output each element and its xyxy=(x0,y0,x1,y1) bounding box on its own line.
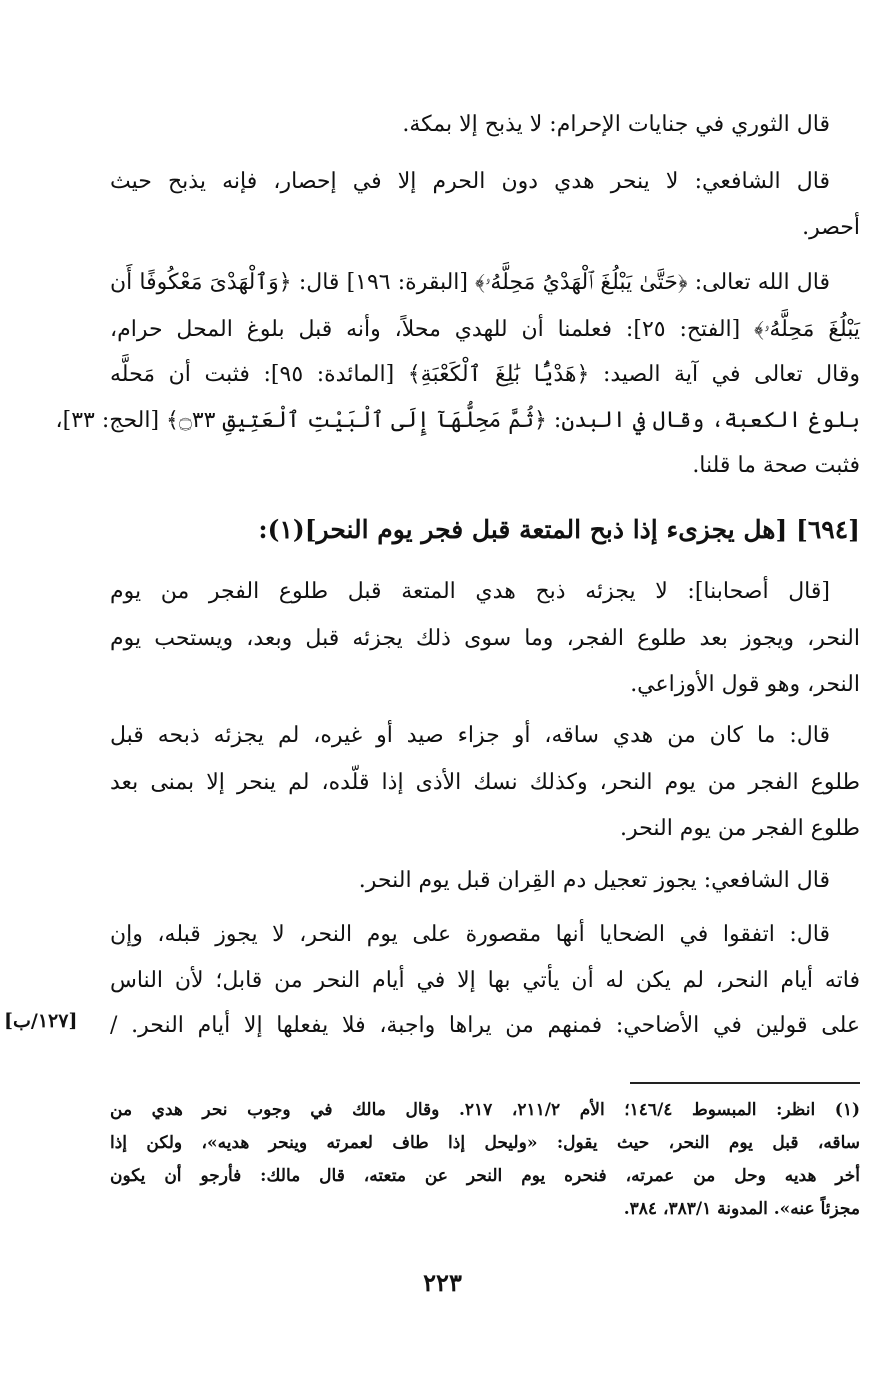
body-line: فثبت صحة ما قلنا. xyxy=(692,453,860,478)
body-line: قال: اتفقوا في الضحايا أنها مقصورة على يوم النحر، لا يجوز قبله، وإن xyxy=(110,922,830,947)
body-line: على قولين في الأضاحي: فمنهم من يراها واجبة، فلا يفعلها إلا أيام النحر. / xyxy=(110,1013,860,1038)
body-line: طلوع الفجر من يوم النحر. xyxy=(620,816,860,841)
body-line: قال الشافعي: لا ينحر هدي دون الحرم إلا في إحصار، فإنه يذبح حيث xyxy=(110,169,830,194)
footnote-line: ساقه، قبل يوم النحر، حيث يقول: «وليحل إذا طاف لعمرته وينحر هديه»، ولكن إذا xyxy=(110,1133,860,1153)
page-number: ٢٢٣ xyxy=(423,1268,462,1297)
body-line: يَبْلُغَ مَحِلَّهُۥ﴾ [الفتح: ٢٥]: فعلمنا أن للهدي محلاً، وأنه قبل بلوغ المحل حرام، xyxy=(110,317,861,342)
body-line: قال الله تعالى: ﴿حَتَّىٰ يَبْلُغَ ٱلْهَدْيُ مَحِلَّهُۥ﴾ [البقرة: ١٩٦] قال: ﴿وَٱلْهَدْىَ مَعْكُوفًا أَن xyxy=(110,270,830,295)
body-line: قال الشافعي: يجوز تعجيل دم القِران قبل يوم النحر. xyxy=(358,868,830,893)
footnote-line: مجزئاً عنه». المدونة ٣٨٣/١، ٣٨٤. xyxy=(623,1199,860,1219)
body-line: النحر، ويجوز بعد طلوع الفجر، وما سوى ذلك يجزئه قبل وبعد، ويستحب يوم xyxy=(110,626,860,651)
footnote-separator xyxy=(630,1082,860,1084)
footnote-line: أخر هديه وحل من عمرته، فنحره يوم النحر عن متعته، قال مالك: فأرجو أن يكون xyxy=(110,1166,860,1186)
body-line: أحصر. xyxy=(802,215,860,240)
body-line: النحر، وهو قول الأوزاعي. xyxy=(630,672,860,697)
body-line: قال الثوري في جنايات الإحرام: لا يذبح إلا بمكة. xyxy=(402,112,830,137)
body-line: بلوغ الكعبة، وقال في البدن: ﴿ثُمَّ مَحِلُّهَآ إِلَى ٱلْبَيْتِ ٱلْعَتِيقِ ۝٣٣﴾ [الحج: ٣٣]، xyxy=(55,408,860,433)
section-heading: [٦٩٤] [هل يجزىء إذا ذبح المتعة قبل فجر يوم النحر](١): xyxy=(258,515,860,544)
body-line: قال: ما كان من هدي ساقه، أو جزاء صيد أو غيره، لم يجزئه ذبحه قبل xyxy=(110,723,830,748)
body-line: [قال أصحابنا]: لا يجزئه ذبح هدي المتعة قبل طلوع الفجر من يوم xyxy=(110,579,830,604)
footnote-line: (١) انظر: المبسوط ١٤٦/٤؛ الأم ٢١١/٢، ٢١٧. وقال مالك في وجوب نحر هدي من xyxy=(110,1100,861,1120)
body-line: طلوع الفجر من يوم النحر، وكذلك نسك الأذى إذا قلّده، لم ينحر إلا بمنى بعد xyxy=(110,770,860,795)
body-line: فاته أيام النحر، لم يكن له أن يأتي بها إلا في أيام النحر من قابل؛ لأن الناس xyxy=(110,968,860,993)
body-line: وقال تعالى في آية الصيد: ﴿هَدْيًۢا بَٰلِغَ ٱلْكَعْبَةِ﴾ [المائدة: ٩٥]: فثبت أن مَحلَّه xyxy=(110,362,861,387)
manuscript-folio-note: [١٢٧/ب] xyxy=(4,1010,78,1032)
